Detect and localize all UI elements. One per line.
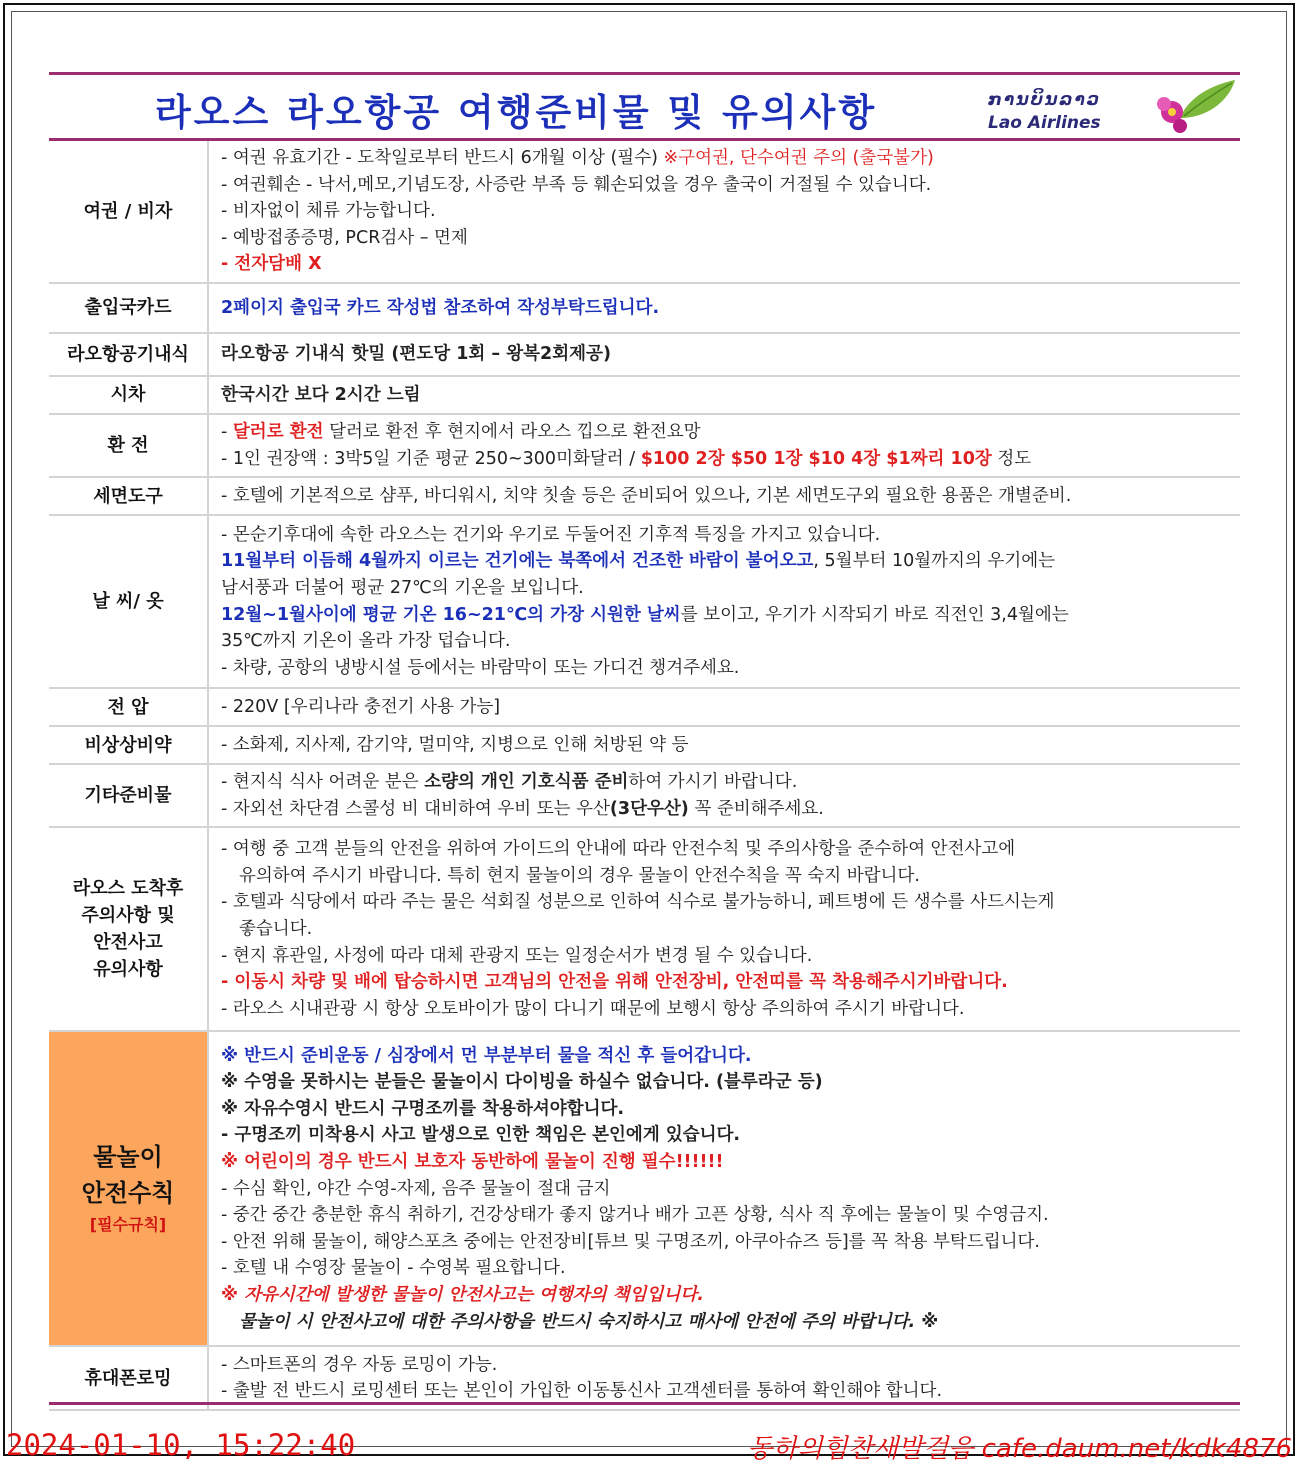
row-label: 기타준비물 (49, 764, 208, 827)
row-label: 시차 (49, 376, 208, 414)
water-label-3: [필수규칙] (89, 1215, 167, 1235)
exchange-line-2: - 1인 권장액 : 3박5일 기준 평균 250~300미화달러 / (221, 448, 641, 469)
row-label: 날 씨/ 옷 (49, 515, 208, 688)
row-label: 휴대폰로밍 (49, 1346, 208, 1410)
water-line-7: - 중간 중간 충분한 휴식 취하기, 건강상태가 좋지 않거나 배가 고픈 상황, 식사 직 후에는 물놀이 및 수영금지. (221, 1205, 1049, 1226)
exchange-line-1: 달러로 환전 후 현지에서 라오스 낍으로 환전요망 (323, 421, 701, 442)
safety-line-7: - 라오스 시내관광 시 항상 오토바이가 많이 다니기 때문에 보행시 항상 주의하여 주시기 바랍니다. (221, 998, 965, 1019)
passport-line-4: - 예방접종증명, PCR검사 – 면제 (221, 227, 468, 248)
row-meal (49, 333, 1240, 376)
roaming-line-2: - 출발 전 반드시 로밍센터 또는 본인이 가입한 이동통신사 고객센터를 통하여 확인해야 합니다. (221, 1381, 943, 1402)
exchange-line-2-end: 정도 (991, 448, 1032, 469)
weather-dry-season: 11월부터 이듬해 4월까지 이르는 건기에는 북쪽에서 건조한 바람이 불어오고 (221, 551, 814, 572)
safety-line-5: - 현지 휴관일, 사정에 따라 대체 관광지 또는 일정순서가 변경 될 수 있습니다. (221, 945, 813, 966)
water-line-1: ※ 반드시 준비운동 / 심장에서 먼 부분부터 물을 적신 후 들어갑니다. (221, 1045, 752, 1066)
toiletries-text: - 호텔에 기본적으로 샴푸, 바디워시, 치약 칫솔 등은 준비되어 있으나, 기본 세면도구외 필요한 용품은 개별준비. (221, 485, 1072, 506)
page-title: 라오스 라오항공 여행준비물 및 유의사항 (155, 91, 878, 134)
safety-line-1: - 여행 중 고객 분들의 안전을 위하여 가이드의 안내에 따라 안전수칙 및 주의사항을 준수하여 안전사고에 (221, 839, 1016, 860)
watermark: 동하의힘찬새발걸음 cafe.daum.net/kdk4876 (747, 1434, 1292, 1464)
logo-lao-script: ການບິນລາວ (988, 90, 1101, 110)
lao-airlines-logo (980, 78, 1240, 138)
row-label: 전 압 (49, 688, 208, 726)
timediff-text: 한국시간 보다 2시간 느림 (221, 384, 421, 405)
row-weather (49, 515, 1240, 688)
water-line-11: 물놀이 시 안전사고에 대한 주의사항을 반드시 숙지하시고 매사에 안전에 주의 바랍니다. ※ (239, 1311, 939, 1332)
row-content (208, 477, 1240, 515)
water-line-3: ※ 자유수영시 반드시 구명조끼를 착용하셔야합니다. (221, 1098, 625, 1119)
row-label: 출입국카드 (49, 283, 208, 333)
water-label-1: 물놀이 (93, 1143, 163, 1172)
row-voltage (49, 688, 1240, 726)
weather-line-2: , 5월부터 10월까지의 우기에는 (813, 551, 1056, 572)
row-content (208, 1031, 1240, 1346)
safety-label-4: 유의사항 (93, 959, 163, 981)
row-label: 환 전 (49, 414, 208, 477)
row-other (49, 764, 1240, 827)
timestamp: 2024-01-10, 15:22:40 (6, 1428, 356, 1462)
row-content (208, 1346, 1240, 1410)
weather-line-1: - 몬순기후대에 속한 라오스는 건기와 우기로 두둘어진 기후적 특징을 가지고 있습니다. (221, 524, 881, 545)
passport-line-3: - 비자없이 체류 가능합니다. (221, 201, 436, 222)
row-timediff (49, 376, 1240, 414)
info-table (49, 141, 1240, 1411)
row-content (208, 414, 1240, 477)
row-content (208, 283, 1240, 333)
row-passport (49, 141, 1240, 283)
row-roaming (49, 1346, 1240, 1410)
flower-icon (1150, 78, 1240, 138)
other-line-1a: - 현지식 식사 어려운 분은 (221, 772, 425, 793)
other-umbrella: (3단우산) (609, 798, 689, 819)
water-label-2: 안전수칙 (81, 1179, 175, 1208)
other-line-2a: - 자외선 차단겸 스콜성 비 대비하여 우비 또는 우산 (221, 798, 610, 819)
passport-line-5: - 전자담배 X (221, 254, 322, 275)
row-safety (49, 827, 1240, 1031)
safety-label-3: 안전사고 (93, 932, 163, 954)
row-label: 세면도구 (49, 477, 208, 515)
row-content (208, 333, 1240, 376)
water-line-5: ※ 어린이의 경우 반드시 보호자 동반하에 물놀이 진행 필수!!!!!! (221, 1151, 724, 1172)
row-content (208, 764, 1240, 827)
row-label (49, 827, 208, 1031)
row-label: 라오항공기내식 (49, 333, 208, 376)
logo-english: Lao Airlines (988, 113, 1101, 133)
water-line-4: - 구명조끼 미착용시 사고 발생으로 인한 책임은 본인에게 있습니다. (221, 1125, 741, 1146)
water-line-10a: ※ (221, 1284, 245, 1305)
weather-cool-season: 12월~1월사이에 평균 기온 16~21℃의 가장 시원한 날씨 (221, 604, 681, 625)
row-label: 비상상비약 (49, 726, 208, 764)
arrival-card-text: 2페이지 출입국 카드 작성법 참조하여 작성부탁드립니다. (221, 297, 660, 318)
safety-line-3: - 호텔과 식당에서 따라 주는 물은 석회질 성분으로 인하여 식수로 불가능하니, 페트병에 든 생수를 사드시는게 (221, 892, 1055, 913)
row-medicine (49, 726, 1240, 764)
exchange-highlight: 달러로 환전 (232, 421, 324, 442)
water-line-9: - 호텔 내 수영장 물놀이 - 수영복 필요합니다. (221, 1258, 566, 1279)
row-content (208, 376, 1240, 414)
weather-line-5: 35℃까지 기온이 올라 가장 덥습니다. (221, 631, 511, 652)
safety-label-1: 라오스 도착후 (72, 878, 184, 900)
other-line-2c: 꼭 준비해주세요. (688, 798, 824, 819)
row-label (49, 1031, 208, 1346)
roaming-line-1: - 스마트폰의 경우 자동 로밍이 가능. (221, 1354, 498, 1375)
weather-line-3: 남서풍과 더불어 평균 27℃의 기온을 보입니다. (221, 578, 584, 599)
other-line-1c: 하여 가시기 바랍니다. (628, 772, 798, 793)
safety-line-2: 유의하여 주시기 바랍니다. 특히 현지 물놀이의 경우 물놀이 안전수칙을 꼭 숙지 바랍니다. (239, 865, 920, 886)
exchange-dash: - (221, 421, 233, 442)
row-content (208, 827, 1240, 1031)
weather-line-6: - 차량, 공항의 냉방시설 등에서는 바람막이 또는 가디건 챙겨주세요. (221, 657, 740, 678)
safety-line-6: - 이동시 차량 및 배에 탑승하시면 고객님의 안전을 위해 안전장비, 안전띠를 꼭 착용해주시기바랍니다. (221, 972, 1008, 993)
other-snacks: 소량의 개인 기호식품 준비 (424, 772, 629, 793)
safety-line-4: 좋습니다. (239, 919, 313, 940)
bottom-rule (49, 1402, 1240, 1405)
safety-label-2: 주의사항 및 (81, 905, 175, 927)
row-toiletries (49, 477, 1240, 515)
water-line-10b: 자유시간에 발생한 물놀이 안전사고는 여행자의 책임입니다. (244, 1284, 704, 1305)
passport-warning: ※구여권, 단수여권 주의 (출국불가) (663, 148, 934, 168)
weather-line-4: 를 보이고, 우기가 시작되기 바로 직전인 3,4월에는 (680, 604, 1069, 625)
row-arrival-card (49, 283, 1240, 333)
title-top-rule (49, 72, 1240, 75)
row-content (208, 726, 1240, 764)
exchange-bills: $100 2장 $50 1장 $10 4장 $1짜리 10장 (640, 448, 992, 469)
water-line-6: - 수심 확인, 야간 수영-자제, 음주 물놀이 절대 금지 (221, 1178, 611, 1199)
passport-line-2: - 여권훼손 - 낙서,메모,기념도장, 사증란 부족 등 훼손되었을 경우 출국이 거절될 수 있습니다. (221, 174, 932, 195)
voltage-text: - 220V [우리나라 충전기 사용 가능] (221, 696, 501, 717)
medicine-text: - 소화제, 지사제, 감기약, 멀미약, 지병으로 인해 처방된 약 등 (221, 734, 689, 755)
row-content (208, 515, 1240, 688)
row-exchange (49, 414, 1240, 477)
row-content (208, 688, 1240, 726)
row-water-safety (49, 1031, 1240, 1346)
passport-line-1: - 여권 유효기간 - 도착일로부터 반드시 6개월 이상 (필수) (221, 148, 664, 168)
row-content (208, 141, 1240, 283)
meal-text: 라오항공 기내식 핫밀 (편도당 1회 – 왕복2회제공) (221, 344, 611, 365)
row-label: 여권 / 비자 (49, 141, 208, 283)
water-line-8: - 안전 위해 물놀이, 해양스포츠 중에는 안전장비[튜브 및 구명조끼, 아쿠아슈즈 등]를 꼭 착용 부탁드립니다. (221, 1231, 1040, 1252)
water-line-2: ※ 수영을 못하시는 분들은 물놀이시 다이빙을 하실수 없습니다. (블루라군 등) (221, 1072, 823, 1093)
